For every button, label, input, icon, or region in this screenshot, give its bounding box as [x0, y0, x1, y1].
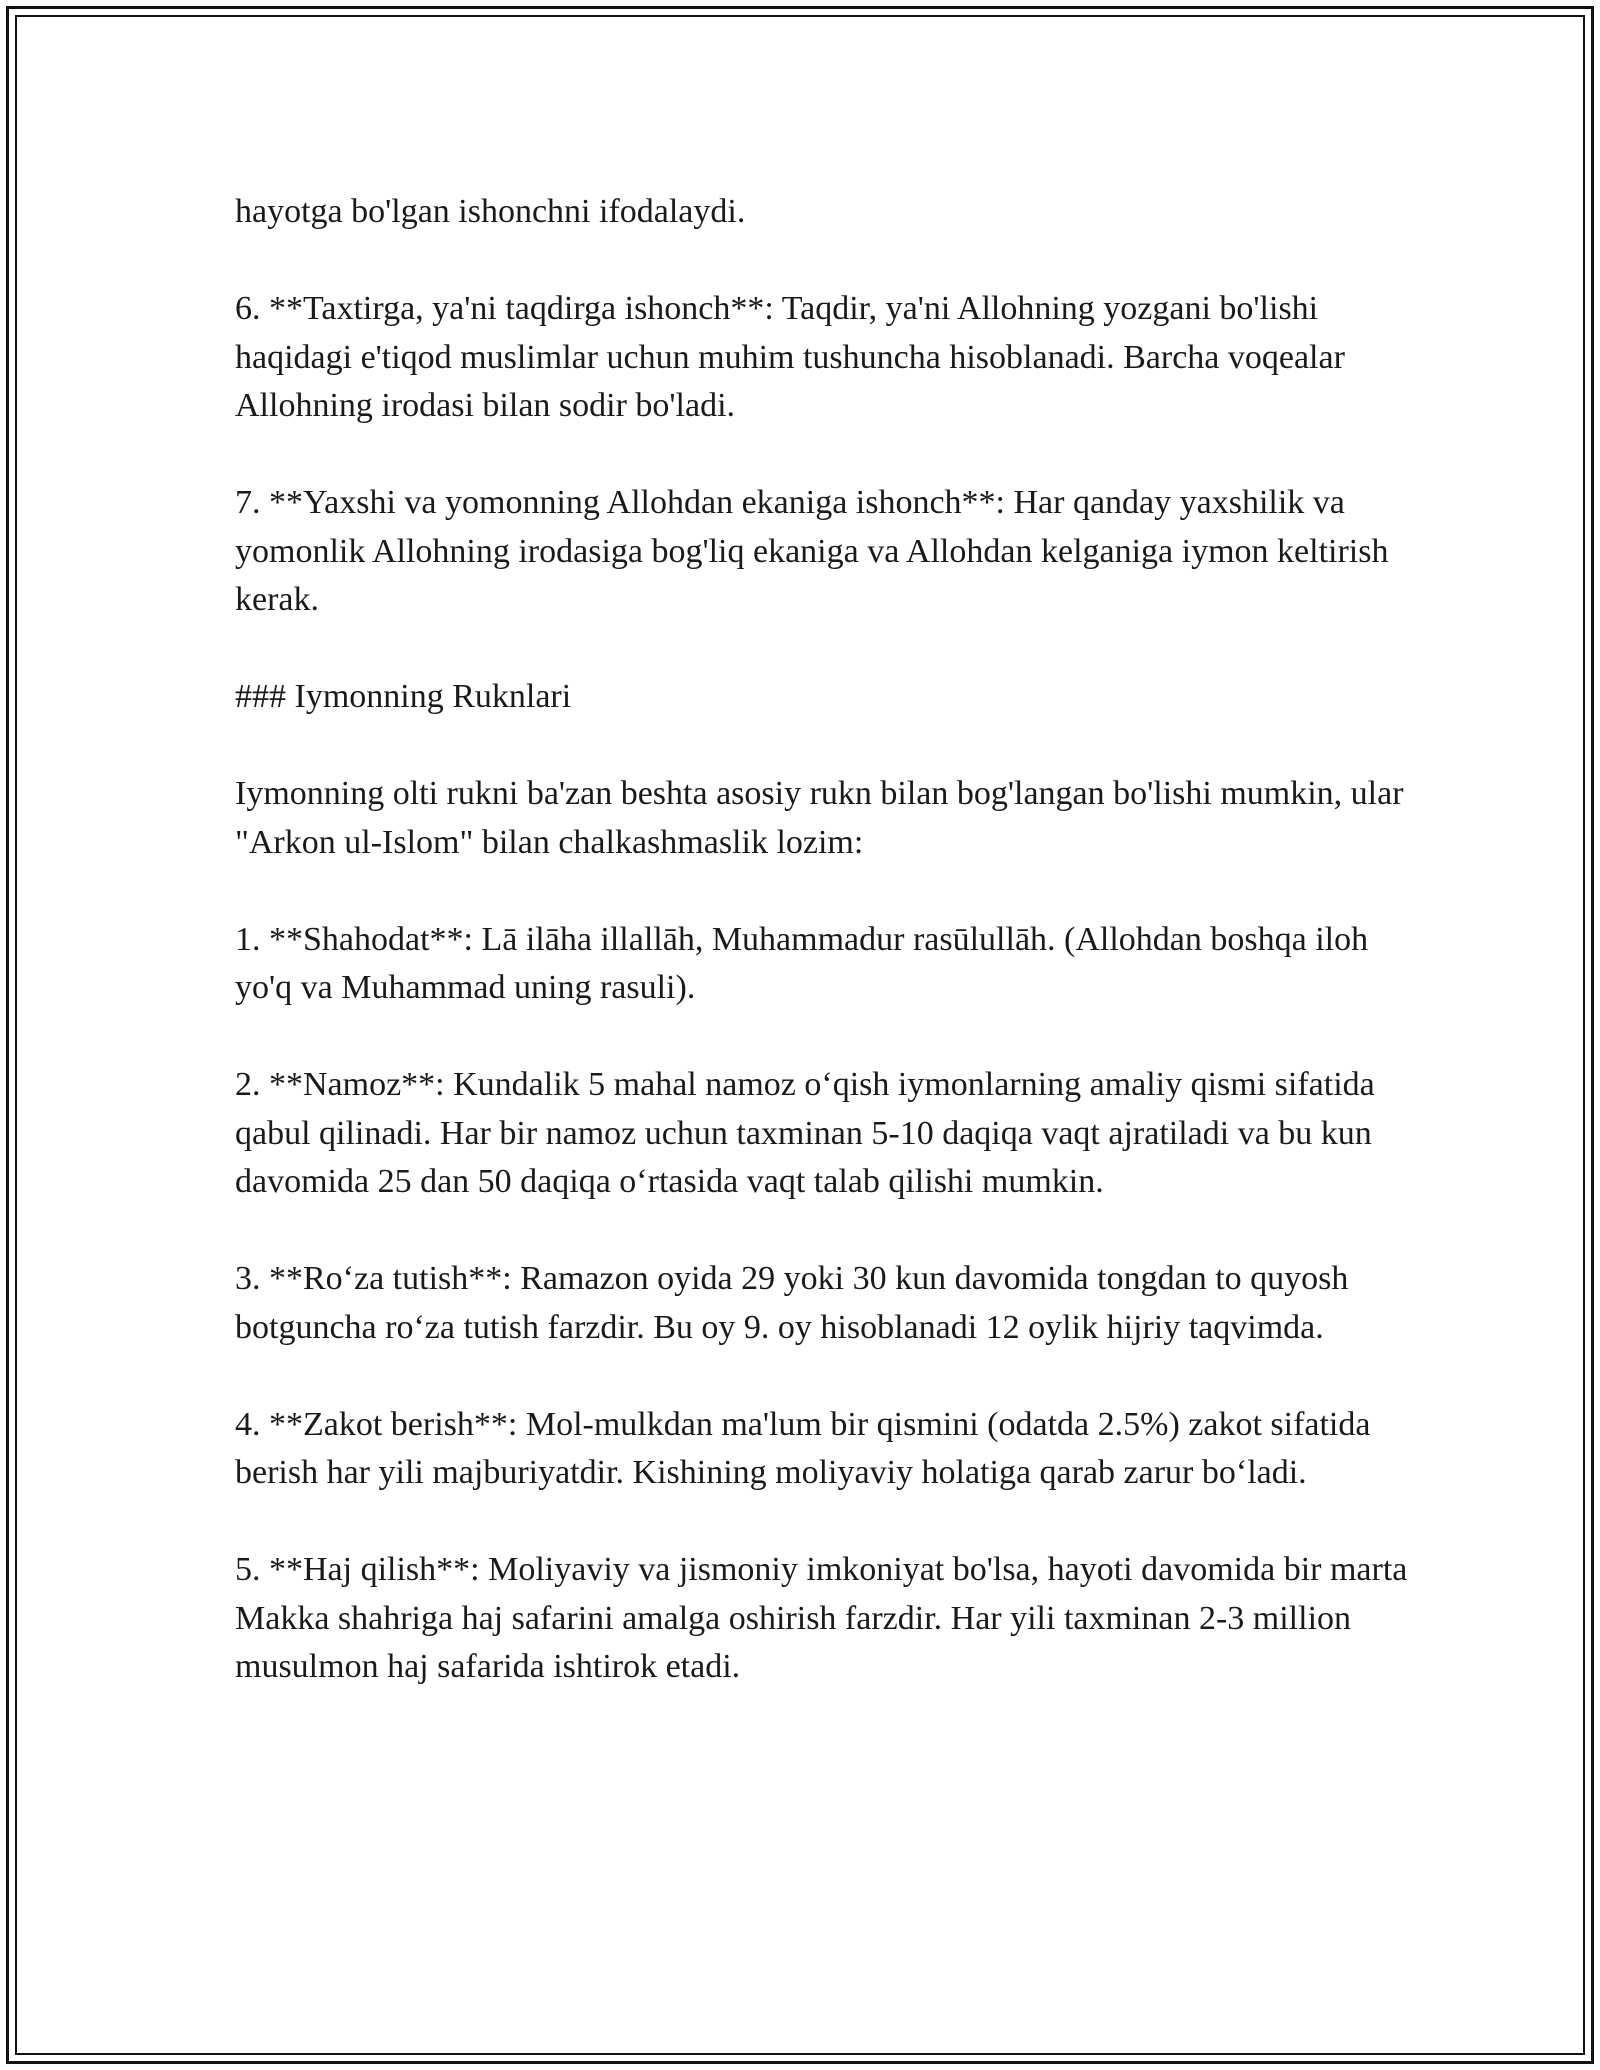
paragraph-item-6-taqdir: 6. **Taxtirga, ya'ni taqdirga ishonch**: Taqdir, ya'ni Allohning yozgani bo'lishi haqidagi e'tiqod muslimlar uchun muhim tushuncha hisoblanadi. Barcha voqealar Allohning irodasi bilan sodir bo'ladi.: [235, 290, 1345, 424]
paragraph-continuation: hayotga bo'lgan ishonchni ifodalaydi.: [235, 193, 746, 230]
paragraph-item-1-shahodat: 1. **Shahodat**: Lā ilāha illallāh, Muhammadur rasūlullāh. (Allohdan boshqa iloh yo'q va Muhammad uning rasuli).: [235, 920, 1369, 1006]
paragraph-item-2-namoz: 2. **Namoz**: Kundalik 5 mahal namoz oʻqish iymonlarning amaliy qismi sifatida qabul qilinadi. Har bir namoz uchun taxminan 5-10 daqiqa vaqt ajratiladi va bu kun davomida 25 dan 50 daqiqa oʻrtasida vaqt talab qilishi mumkin.: [235, 1066, 1375, 1200]
document-body: [235, 188, 1415, 1692]
paragraph-intro: Iymonning olti rukni ba'zan beshta asosiy rukn bilan bog'langan bo'lishi mumkin, ular "Arkon ul-Islom" bilan chalkashmaslik lozim:: [235, 775, 1404, 861]
paragraph-item-7-yaxshi-yomon: 7. **Yaxshi va yomonning Allohdan ekaniga ishonch**: Har qanday yaxshilik va yomonlik Allohning irodasiga bog'liq ekaniga va Allohdan kelganiga iymon keltirish kerak.: [235, 484, 1389, 618]
section-heading: ### Iymonning Ruknlari: [235, 678, 572, 715]
paragraph-item-4-zakot: 4. **Zakot berish**: Mol-mulkdan ma'lum bir qismini (odatda 2.5%) zakot sifatida berish har yili majburiyatdir. Kishining moliyaviy holatiga qarab zarur boʻladi.: [235, 1405, 1371, 1491]
paragraph-item-5-haj: 5. **Haj qilish**: Moliyaviy va jismoniy imkoniyat bo'lsa, hayoti davomida bir marta Makka shahriga haj safarini amalga oshirish farzdir. Har yili taxminan 2-3 million musulmon haj safarida ishtirok etadi.: [235, 1551, 1408, 1685]
paragraph-item-3-roza: 3. **Roʻza tutish**: Ramazon oyida 29 yoki 30 kun davomida tongdan to quyosh botguncha roʻza tutish farzdir. Bu oy 9. oy hisoblanadi 12 oylik hijriy taqvimda.: [235, 1260, 1349, 1346]
